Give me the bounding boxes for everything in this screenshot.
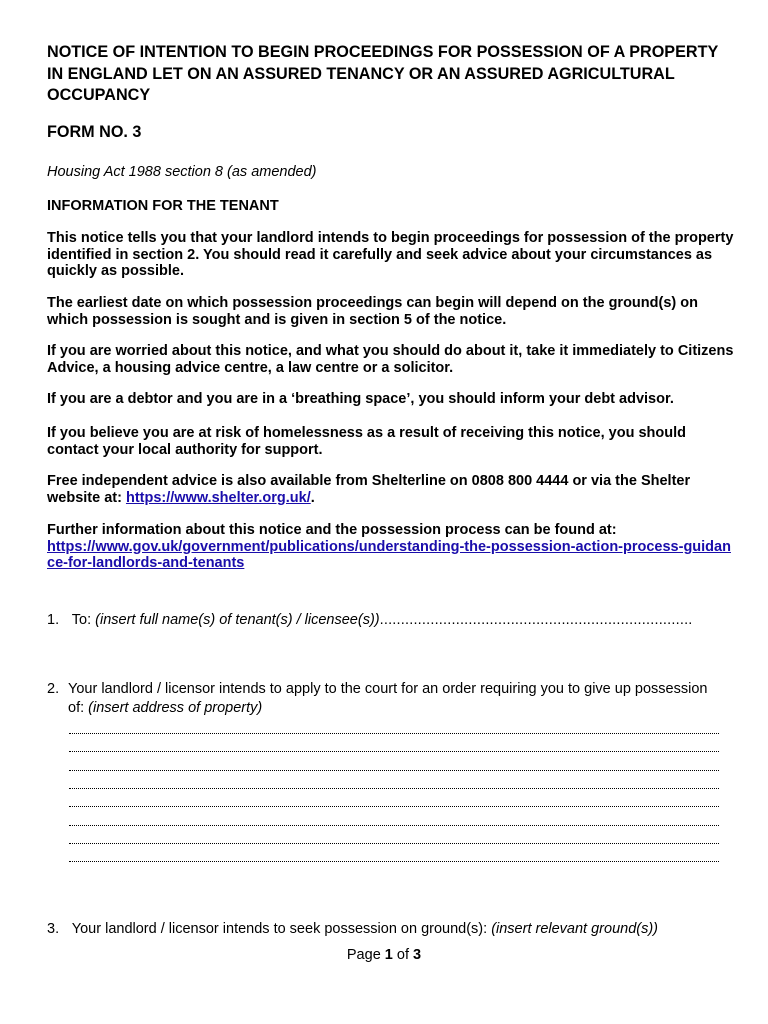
info-paragraph-2: The earliest date on which possession proceedings can begin will depend on the ground(s) on which possession is sought and is given in section 5 of the notice.	[47, 295, 698, 328]
gov-guidance-link[interactable]: https://www.gov.uk/government/publications/understanding-the-possession-action-process-guidance-for-landlords-and-tenants	[47, 538, 731, 571]
address-line-2[interactable]	[69, 733, 719, 752]
page-footer	[0, 947, 768, 963]
address-line-7[interactable]	[69, 825, 719, 844]
of-word: of	[396, 947, 409, 963]
info-paragraph-1: This notice tells you that your landlord intends to begin proceedings for possession of the property identified in section 2. You should read it carefully and seek advice about your circumstances as quickly as possible.	[47, 230, 734, 279]
info-heading: INFORMATION FOR THE TENANT	[47, 198, 279, 214]
address-line-5[interactable]	[69, 788, 719, 807]
section-3	[47, 920, 727, 939]
info-paragraph-7	[47, 522, 737, 572]
info-paragraph-5: If you believe you are at risk of homelessness as a result of receiving this notice, you should contact your local authority for support.	[47, 425, 687, 458]
section-2	[47, 680, 727, 718]
address-line-8[interactable]	[69, 843, 719, 862]
address-line-6[interactable]	[69, 807, 719, 826]
form-number: FORM NO. 3	[47, 123, 142, 141]
page-word: Page	[346, 947, 381, 963]
section-1	[47, 611, 727, 630]
page-current: 1	[384, 947, 393, 963]
document-title: NOTICE OF INTENTION TO BEGIN PROCEEDINGS FOR POSSESSION OF A PROPERTY IN ENGLAND LET ON AN ASSURED TENANCY OR AN ASSURED AGRICULTURAL OCCUPANCY	[47, 43, 718, 104]
further-info-text: Further information about this notice and the possession process can be found at:	[47, 522, 617, 538]
shelter-link[interactable]: https://www.shelter.org.uk/	[125, 489, 311, 506]
section-3-label: Your landlord / licensor intends to seek possession on ground(s):	[71, 921, 492, 937]
section-3-hint: (insert relevant ground(s))	[491, 921, 659, 937]
section-2-label: Your landlord / licensor intends to apply to the court for an order requiring you to give up possession of:	[68, 681, 708, 716]
section-1-hint: (insert full name(s) of tenant(s) / licensee(s))	[95, 612, 380, 628]
act-reference: Housing Act 1988 section 8 (as amended)	[47, 164, 317, 180]
section-1-number: 1.	[47, 612, 60, 628]
shelter-end: .	[310, 489, 315, 506]
info-paragraph-3: If you are worried about this notice, and what you should do about it, take it immediately to Citizens Advice, a housing advice centre, a law centre or a solicitor.	[47, 343, 734, 376]
info-paragraph-6	[47, 473, 737, 506]
section-2-number: 2.	[47, 681, 60, 697]
section-3-number: 3.	[47, 921, 60, 937]
page-total: 3	[413, 947, 422, 963]
shelter-text: Free independent advice is also available from Shelterline on 0808 800 4444 or via the Shelter website at:	[47, 473, 691, 506]
section-1-label: To:	[71, 612, 96, 628]
address-line-1[interactable]	[69, 715, 719, 734]
address-line-3[interactable]	[69, 752, 719, 771]
tenant-name-field[interactable]: ..........................................................................	[379, 612, 693, 628]
info-paragraph-4: If you are a debtor and you are in a ‘breathing space’, you should inform your debt advisor.	[47, 391, 674, 407]
section-2-hint: (insert address of property)	[88, 700, 263, 716]
address-line-4[interactable]	[69, 770, 719, 789]
